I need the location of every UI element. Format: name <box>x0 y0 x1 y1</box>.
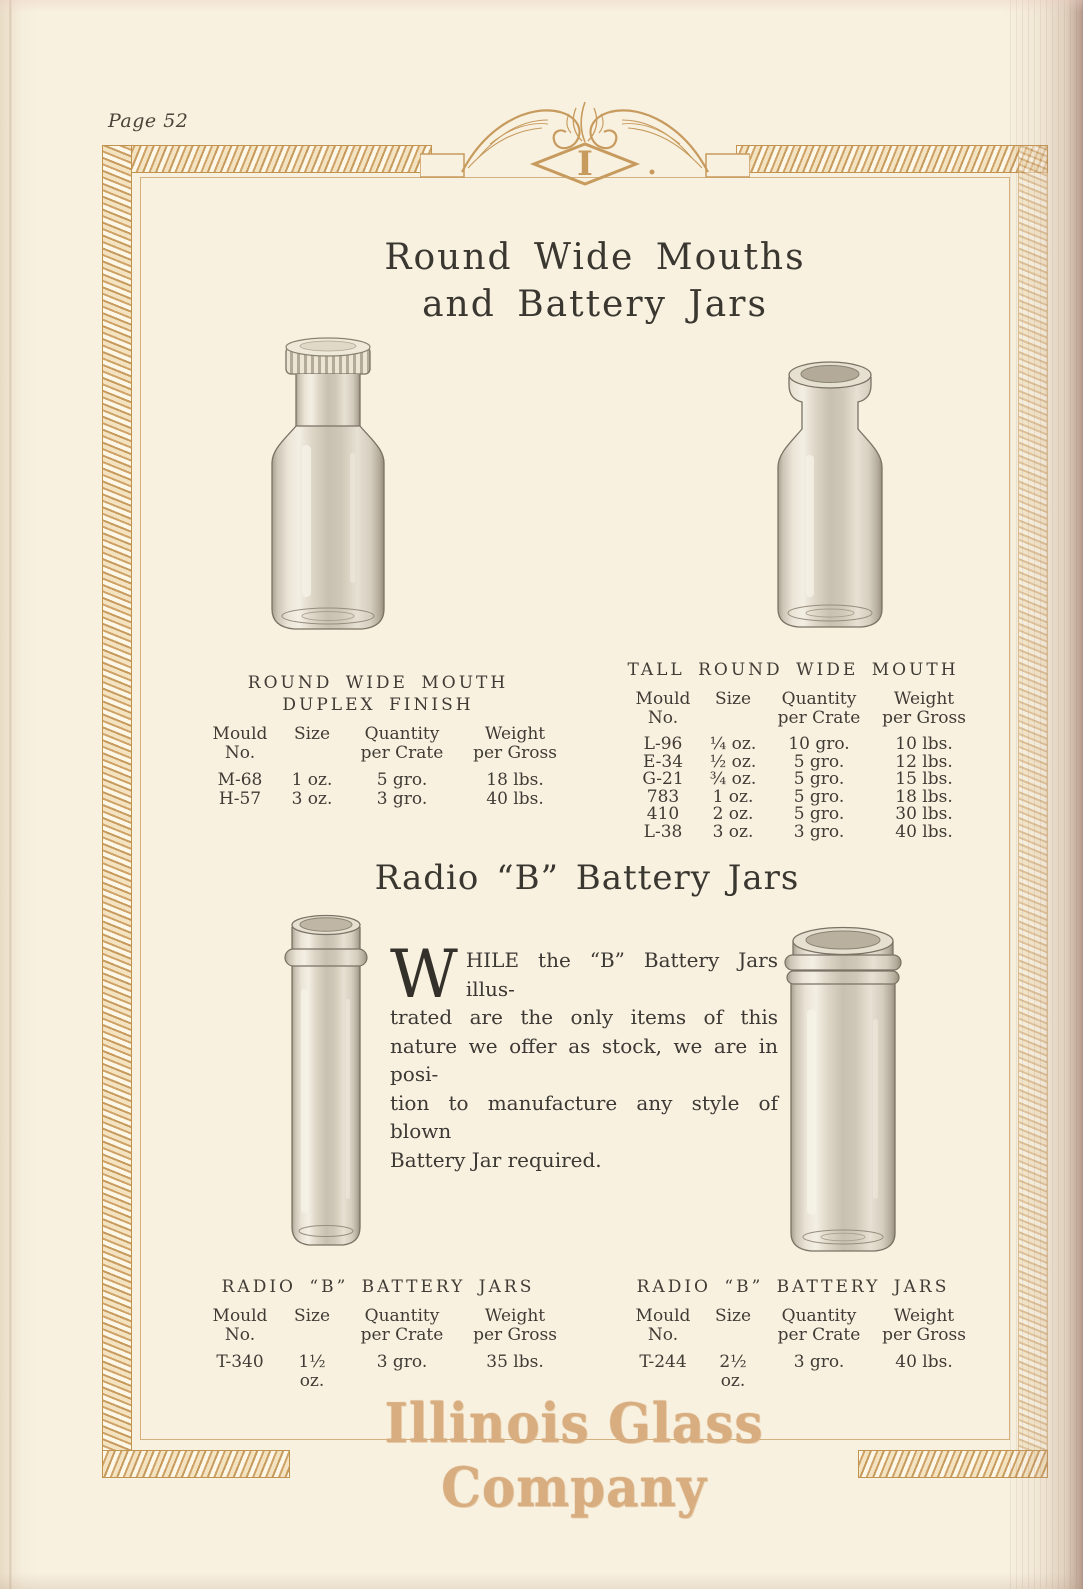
cell-mould: E-34 <box>642 751 684 772</box>
cell-mould: H-57 <box>218 788 262 809</box>
radio-b-battery-jar-t340-illustration <box>280 909 372 1255</box>
cell-size: 1 oz. <box>291 770 333 790</box>
radio-battery-jars-right-table <box>618 1276 968 1390</box>
page-title-line2: and Battery Jars <box>422 284 768 325</box>
cell-quantity: 5 gro. <box>793 769 845 789</box>
border-rope-top-left <box>102 145 432 173</box>
footer-company-name: Illinois Glass Company <box>384 1391 764 1519</box>
border-rope-bottom-right <box>858 1450 1048 1478</box>
paragraph-line: Battery Jar required. <box>390 1147 602 1172</box>
page-title-line1: Round Wide Mouths <box>384 237 806 278</box>
cell-mould: L-38 <box>643 821 683 842</box>
cell-size: 1 oz. <box>712 786 754 807</box>
column-header-mould-no: Mould No. <box>635 1306 691 1345</box>
column-header-mould-no: Mould No. <box>212 1306 268 1345</box>
column-header-weight: Weight per Gross <box>882 689 966 728</box>
column-header-mould-no: Mould No. <box>635 689 691 728</box>
table-subtitle: DUPLEX FINISH <box>282 695 474 715</box>
cell-size: 2 oz. <box>712 804 754 824</box>
column-header-weight: Weight per Gross <box>882 1306 966 1345</box>
column-header-weight: Weight per Gross <box>473 1306 557 1345</box>
radio-battery-jars-left-table <box>193 1276 563 1390</box>
cell-mould: M-68 <box>217 770 263 790</box>
column-header-weight: Weight per Gross <box>473 724 557 763</box>
cell-size: ¾ oz. <box>709 769 757 789</box>
paragraph-line: tion to manufacture any style of blown <box>390 1090 778 1143</box>
cell-mould: G-21 <box>642 769 684 789</box>
round-wide-mouth-duplex-bottle-illustration <box>262 333 394 645</box>
radio-b-battery-jar-t244-illustration <box>777 919 909 1261</box>
column-header-size: Size <box>714 1306 752 1326</box>
cell-size: ½ oz. <box>709 751 757 772</box>
cell-mould: 410 <box>646 804 680 824</box>
page-top-edge <box>0 0 1083 12</box>
page-bottom-edge <box>0 1573 1083 1589</box>
paragraph-line: trated are the only items of this <box>390 1005 778 1029</box>
page-left-edge <box>0 0 40 1589</box>
cell-size: 2½ oz. <box>719 1352 747 1391</box>
cell-quantity: 3 gro. <box>793 1352 845 1372</box>
diamond-logo-letter: I <box>577 144 593 184</box>
cell-quantity: 5 gro. <box>793 804 845 824</box>
border-rope-left <box>102 145 132 1478</box>
cell-weight: 15 lbs. <box>895 769 953 789</box>
cell-size: 3 oz. <box>712 821 754 842</box>
cell-mould: T-340 <box>216 1352 264 1372</box>
table-title: RADIO “B” BATTERY JARS <box>221 1277 535 1297</box>
column-header-quantity: Quantity per Crate <box>360 724 444 763</box>
cell-weight: 12 lbs. <box>895 751 953 772</box>
column-header-quantity: Quantity per Crate <box>777 689 861 728</box>
column-header-mould-no: Mould No. <box>212 724 268 763</box>
page-number-label: Page 52 <box>108 110 189 132</box>
paragraph-line: HILE the “B” Battery Jars illus- <box>465 948 778 1001</box>
column-header-quantity: Quantity per Crate <box>360 1306 444 1345</box>
registered-dot <box>650 170 655 175</box>
cell-quantity: 3 gro. <box>793 821 845 842</box>
cell-weight: 10 lbs. <box>895 734 953 754</box>
dropcap-w: W <box>390 936 458 1013</box>
table-title: RADIO “B” BATTERY JARS <box>636 1277 950 1297</box>
header-crest-ornament <box>420 84 750 202</box>
cell-quantity: 3 gro. <box>376 788 428 809</box>
cell-size: ¼ oz. <box>709 734 757 754</box>
column-header-size: Size <box>293 724 331 744</box>
cell-weight: 35 lbs. <box>486 1352 544 1372</box>
column-header-size: Size <box>293 1306 331 1326</box>
column-header-size: Size <box>714 689 752 709</box>
tall-round-wide-mouth-bottle-illustration <box>772 355 888 641</box>
cell-quantity: 5 gro. <box>793 786 845 807</box>
radio-battery-jars-heading: Radio “B” Battery Jars <box>374 858 800 898</box>
cell-weight: 18 lbs. <box>486 770 544 790</box>
duplex-finish-table <box>193 672 563 808</box>
cell-mould: T-244 <box>639 1352 687 1372</box>
cell-weight: 40 lbs. <box>895 821 953 842</box>
cell-quantity: 3 gro. <box>376 1352 428 1372</box>
cell-size: 1½ oz. <box>298 1352 326 1391</box>
cell-weight: 40 lbs. <box>895 1352 953 1372</box>
border-rope-bottom-left <box>102 1450 290 1478</box>
cell-size: 3 oz. <box>291 788 333 809</box>
border-rope-top-right <box>736 145 1048 173</box>
cell-mould: L-96 <box>643 734 683 754</box>
cell-weight: 18 lbs. <box>895 786 953 807</box>
cell-weight: 30 lbs. <box>895 804 953 824</box>
tall-round-wide-mouth-table <box>618 659 968 841</box>
column-header-quantity: Quantity per Crate <box>777 1306 861 1345</box>
table-title: ROUND WIDE MOUTH <box>247 673 509 693</box>
cell-mould: 783 <box>646 786 680 807</box>
cell-weight: 40 lbs. <box>486 788 544 809</box>
cell-quantity: 10 gro. <box>788 734 850 754</box>
cell-quantity: 5 gro. <box>793 751 845 772</box>
cell-quantity: 5 gro. <box>376 770 428 790</box>
border-rope-right <box>1018 145 1048 1478</box>
table-title: TALL ROUND WIDE MOUTH <box>627 660 959 680</box>
paragraph-line: nature we offer as stock, we are in posi- <box>390 1033 778 1086</box>
